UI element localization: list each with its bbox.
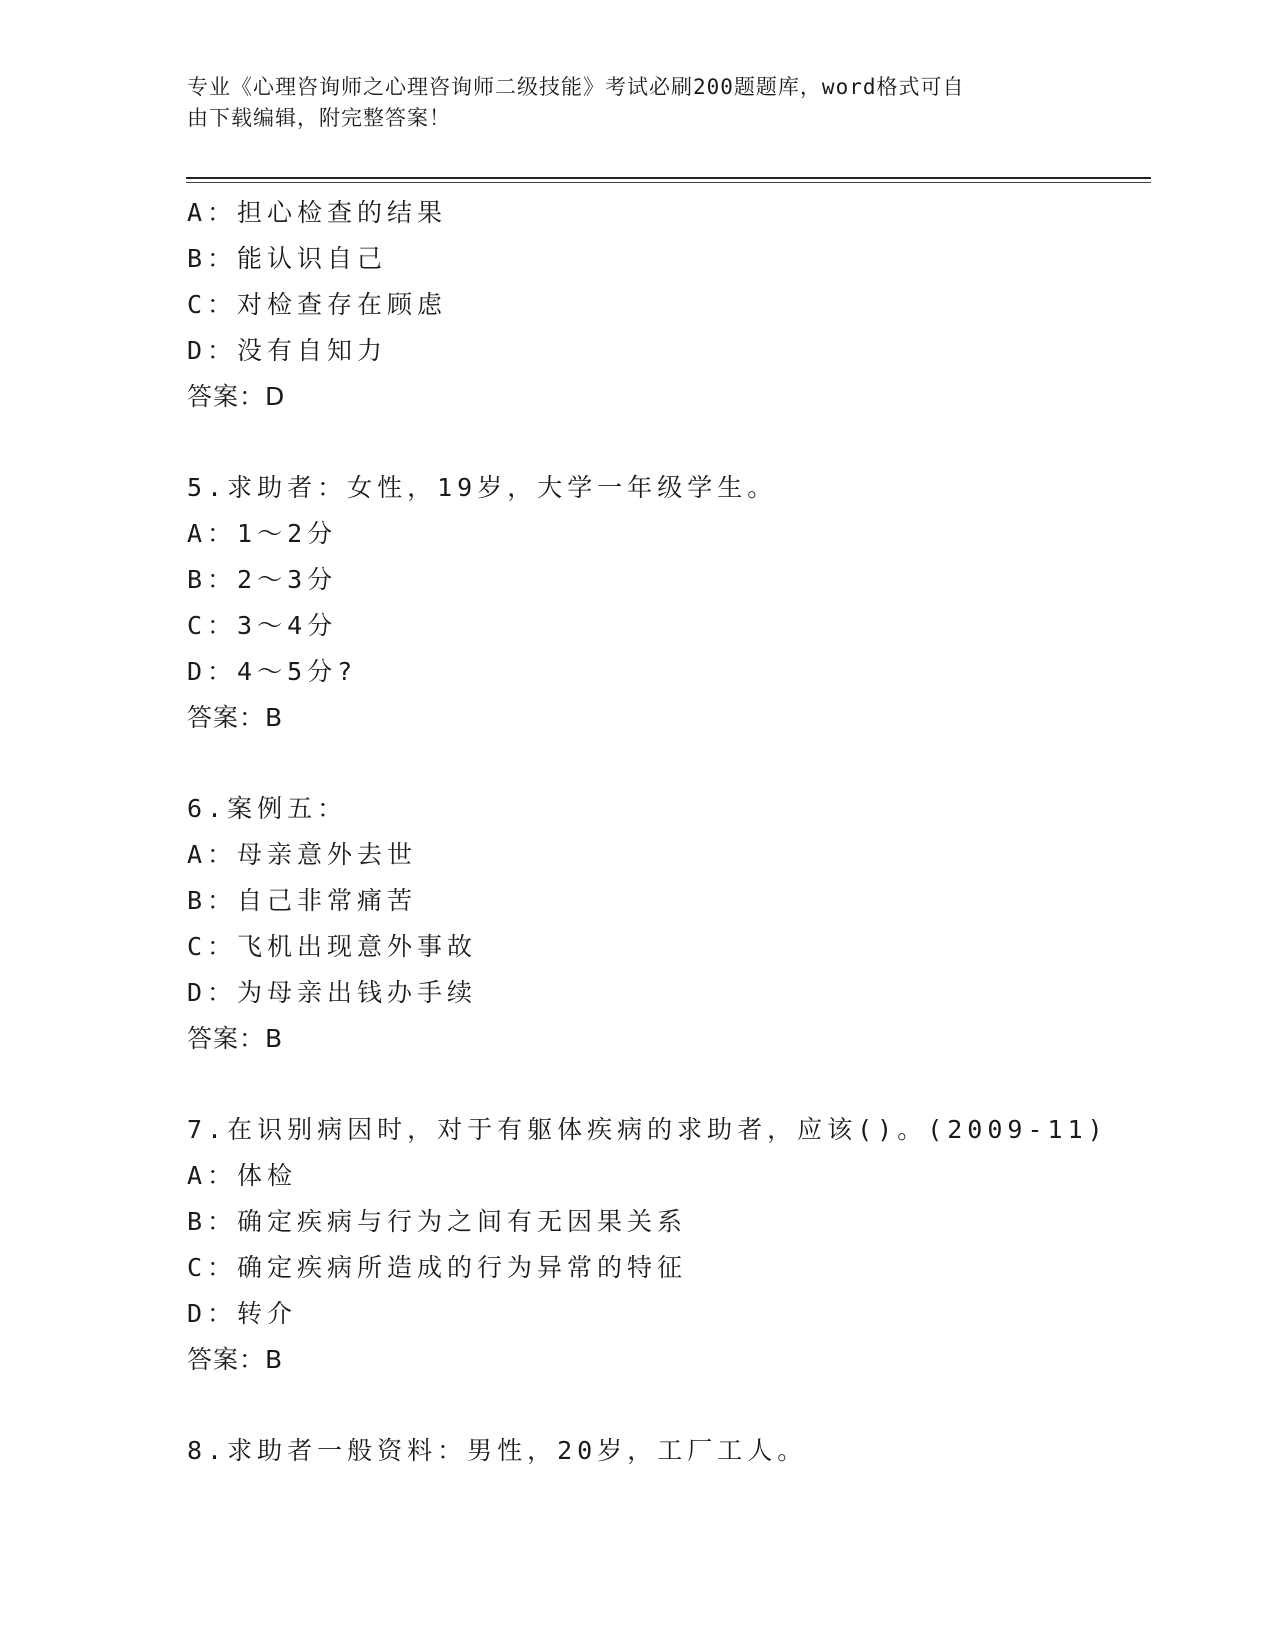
option-c: C：确定疾病所造成的行为异常的特征 [187, 1253, 688, 1282]
question-block [187, 465, 1147, 741]
question-stem: 5.求助者：女性，19岁，大学一年级学生。 [187, 473, 778, 502]
option-a: A：母亲意外去世 [187, 840, 418, 869]
option-a: A：1～2分 [187, 519, 338, 548]
option-d: D：4～5分? [187, 657, 358, 686]
question-block [187, 190, 1147, 420]
answer-line: 答案：B [187, 1024, 284, 1053]
option-b: B：2～3分 [187, 565, 338, 594]
answer-line: 答案：B [187, 703, 284, 732]
option-a: A：体检 [187, 1161, 298, 1190]
question-block [187, 786, 1147, 1062]
question-stem: 7.在识别病因时，对于有躯体疾病的求助者，应该()。(2009-11) [187, 1115, 1108, 1144]
document-header [187, 72, 1067, 134]
answer-line: 答案：B [187, 1345, 284, 1374]
header-line-1: 专业《心理咨询师之心理咨询师二级技能》考试必刷200题题库，word格式可自 [187, 75, 965, 99]
option-c: C：对检查存在顾虑 [187, 290, 448, 319]
option-d: D：转介 [187, 1299, 298, 1328]
option-d: D：没有自知力 [187, 336, 388, 365]
question-block [187, 1107, 1147, 1383]
option-d: D：为母亲出钱办手续 [187, 978, 478, 1007]
header-line-2: 由下载编辑，附完整答案！ [187, 106, 451, 130]
option-b: B：确定疾病与行为之间有无因果关系 [187, 1207, 688, 1236]
option-b: B：能认识自己 [187, 244, 388, 273]
option-c: C：飞机出现意外事故 [187, 932, 478, 961]
option-b: B：自己非常痛苦 [187, 886, 418, 915]
option-a: A：担心检查的结果 [187, 198, 448, 227]
option-c: C：3～4分 [187, 611, 338, 640]
header-rule-thick [186, 177, 1151, 179]
answer-line: 答案：D [187, 382, 286, 411]
question-list [187, 190, 1147, 1474]
question-block [187, 1428, 1147, 1474]
question-stem: 8.求助者一般资料：男性，20岁，工厂工人。 [187, 1436, 808, 1465]
question-stem: 6.案例五： [187, 794, 348, 823]
header-rule-thin [186, 182, 1151, 183]
